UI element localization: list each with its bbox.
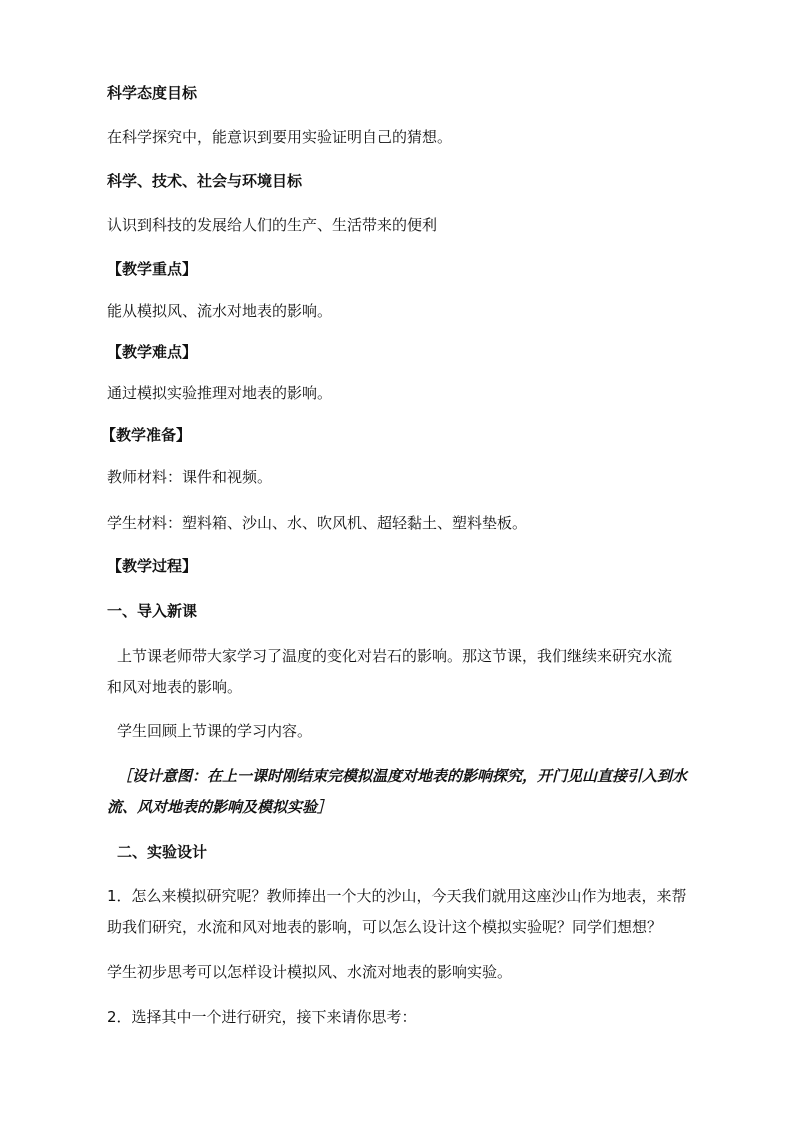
attitude-goal-text: 在科学探究中，能意识到要用实验证明自己的猜想。 [107,128,453,146]
difficulty-text: 通过模拟实验推理对地表的影响。 [107,384,333,402]
design-intent-line2: 流、风对地表的影响及模拟实验］ [107,798,333,816]
key-point-text: 能从模拟风、流水对地表的影响。 [107,302,333,320]
section2-heading: 二、实验设计 [117,843,208,861]
process-heading: 【教学过程】 [107,557,198,575]
section1-para1-line1: 上节课老师带大家学习了温度的变化对岩石的影响。那这节课，我们继续来研究水流 [117,647,673,665]
section2-item1-line2: 助我们研究，水流和风对地表的影响，可以怎么设计这个模拟实验呢？同学们想想？ [107,918,663,936]
section2-student-think: 学生初步思考可以怎样设计模拟风、水流对地表的影响实验。 [107,963,513,981]
section1-para2: 学生回顾上节课的学习内容。 [117,722,313,740]
prep-teacher-materials: 教师材料：课件和视频。 [107,468,273,486]
key-point-heading: 【教学重点】 [107,260,198,278]
society-goal-heading: 科学、技术、社会与环境目标 [107,172,303,190]
section2-item1-line1: 1．怎么来模拟研究呢？教师捧出一个大的沙山，今天我们就用这座沙山作为地表，来帮 [107,887,687,905]
difficulty-heading: 【教学难点】 [107,343,198,361]
attitude-goal-heading: 科学态度目标 [107,84,198,102]
section1-para1-line2: 和风对地表的影响。 [107,678,243,696]
prep-student-materials: 学生材料：塑料箱、沙山、水、吹风机、超轻黏土、塑料垫板。 [107,514,528,532]
section2-item2: 2．选择其中一个进行研究，接下来请你思考： [107,1008,417,1026]
society-goal-text: 认识到科技的发展给人们的生产、生活带来的便利 [107,216,438,234]
section1-heading: 一、导入新课 [107,602,198,620]
design-intent-line1: ［设计意图：在上一课时刚结束完模拟温度对地表的影响探究，开门见山直接引入到水 [117,767,688,785]
prep-heading: 【教学准备】 [101,426,192,444]
